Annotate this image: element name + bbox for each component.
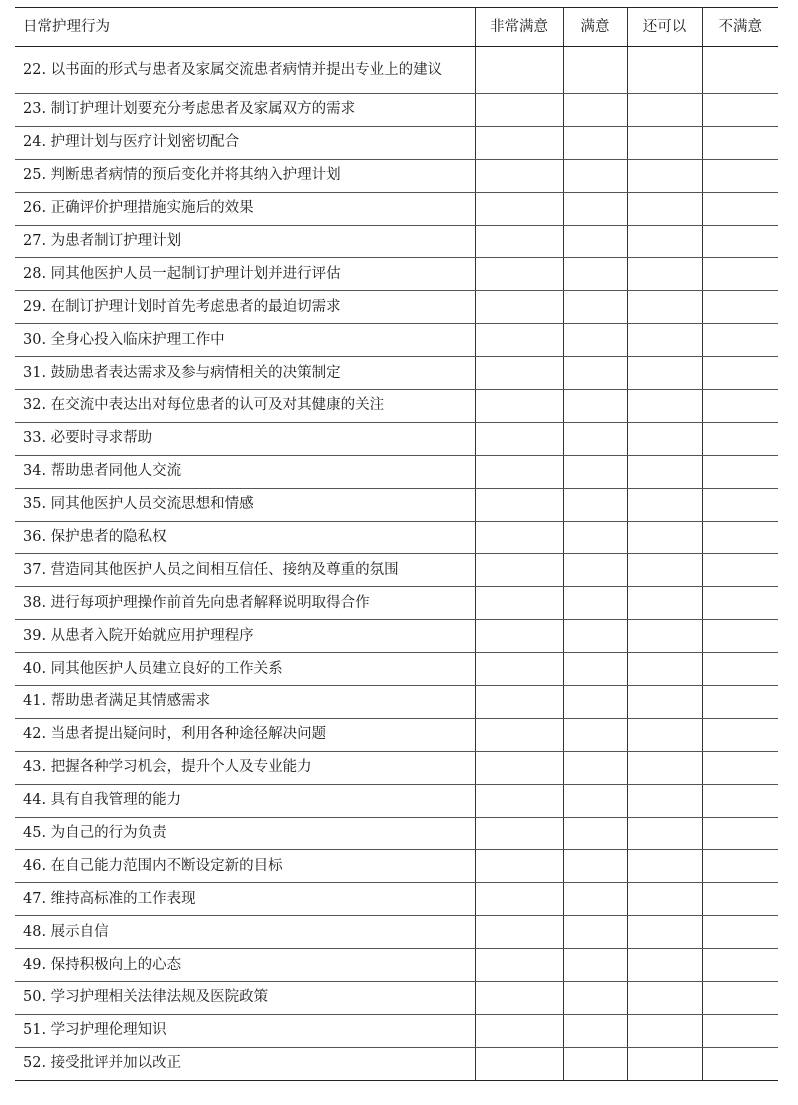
item-label: 36. 保护患者的隐私权 [15, 521, 475, 554]
rating-cell-dissatisfied[interactable] [702, 47, 778, 94]
rating-cell-very-satisfied[interactable] [475, 1047, 563, 1080]
rating-cell-dissatisfied[interactable] [702, 192, 778, 225]
rating-cell-satisfied[interactable] [563, 982, 627, 1015]
rating-cell-dissatisfied[interactable] [702, 258, 778, 291]
column-header-acceptable: 还可以 [627, 8, 702, 47]
table-row [15, 47, 778, 94]
item-label: 35. 同其他医护人员交流思想和情感 [15, 488, 475, 521]
rating-cell-very-satisfied[interactable] [475, 817, 563, 850]
item-label: 27. 为患者制订护理计划 [15, 225, 475, 258]
rating-cell-acceptable[interactable] [627, 94, 702, 127]
rating-cell-dissatisfied[interactable] [702, 488, 778, 521]
rating-cell-acceptable[interactable] [627, 718, 702, 751]
rating-cell-dissatisfied[interactable] [702, 94, 778, 127]
item-label: 24. 护理计划与医疗计划密切配合 [15, 126, 475, 159]
item-label: 51. 学习护理伦理知识 [15, 1014, 475, 1047]
item-label: 45. 为自己的行为负责 [15, 817, 475, 850]
rating-cell-very-satisfied[interactable] [475, 225, 563, 258]
rating-cell-very-satisfied[interactable] [475, 488, 563, 521]
rating-cell-acceptable[interactable] [627, 784, 702, 817]
rating-cell-dissatisfied[interactable] [702, 916, 778, 949]
rating-cell-very-satisfied[interactable] [475, 390, 563, 423]
rating-cell-very-satisfied[interactable] [475, 47, 563, 94]
rating-cell-very-satisfied[interactable] [475, 521, 563, 554]
rating-cell-dissatisfied[interactable] [702, 1014, 778, 1047]
rating-cell-very-satisfied[interactable] [475, 784, 563, 817]
rating-cell-dissatisfied[interactable] [702, 554, 778, 587]
rating-cell-satisfied[interactable] [563, 784, 627, 817]
table-row [15, 949, 778, 982]
survey-body [15, 47, 778, 1081]
table-row [15, 751, 778, 784]
table-row [15, 850, 778, 883]
rating-cell-satisfied[interactable] [563, 916, 627, 949]
item-label: 52. 接受批评并加以改正 [15, 1047, 475, 1080]
item-label: 23. 制订护理计划要充分考虑患者及家属双方的需求 [15, 94, 475, 127]
rating-cell-acceptable[interactable] [627, 225, 702, 258]
table-row [15, 225, 778, 258]
table-row [15, 94, 778, 127]
rating-cell-dissatisfied[interactable] [702, 850, 778, 883]
item-label: 50. 学习护理相关法律法规及医院政策 [15, 982, 475, 1015]
rating-cell-acceptable[interactable] [627, 390, 702, 423]
rating-cell-acceptable[interactable] [627, 982, 702, 1015]
table-row [15, 357, 778, 390]
rating-cell-dissatisfied[interactable] [702, 718, 778, 751]
rating-cell-dissatisfied[interactable] [702, 620, 778, 653]
rating-cell-satisfied[interactable] [563, 455, 627, 488]
rating-cell-satisfied[interactable] [563, 620, 627, 653]
rating-cell-very-satisfied[interactable] [475, 159, 563, 192]
rating-cell-very-satisfied[interactable] [475, 291, 563, 324]
table-row [15, 620, 778, 653]
column-header-satisfied: 满意 [563, 8, 627, 47]
rating-cell-very-satisfied[interactable] [475, 949, 563, 982]
rating-cell-acceptable[interactable] [627, 192, 702, 225]
rating-cell-satisfied[interactable] [563, 126, 627, 159]
rating-cell-acceptable[interactable] [627, 324, 702, 357]
rating-cell-acceptable[interactable] [627, 521, 702, 554]
rating-cell-dissatisfied[interactable] [702, 1047, 778, 1080]
rating-cell-acceptable[interactable] [627, 47, 702, 94]
rating-cell-dissatisfied[interactable] [702, 455, 778, 488]
item-label: 38. 进行每项护理操作前首先向患者解释说明取得合作 [15, 587, 475, 620]
rating-cell-satisfied[interactable] [563, 521, 627, 554]
rating-cell-dissatisfied[interactable] [702, 159, 778, 192]
rating-cell-very-satisfied[interactable] [475, 686, 563, 719]
rating-cell-satisfied[interactable] [563, 850, 627, 883]
item-label: 28. 同其他医护人员一起制订护理计划并进行评估 [15, 258, 475, 291]
item-label: 31. 鼓励患者表达需求及参与病情相关的决策制定 [15, 357, 475, 390]
rating-cell-satisfied[interactable] [563, 883, 627, 916]
rating-cell-very-satisfied[interactable] [475, 126, 563, 159]
rating-cell-acceptable[interactable] [627, 1047, 702, 1080]
rating-cell-very-satisfied[interactable] [475, 258, 563, 291]
table-row [15, 455, 778, 488]
item-label: 41. 帮助患者满足其情感需求 [15, 686, 475, 719]
rating-cell-very-satisfied[interactable] [475, 554, 563, 587]
rating-cell-satisfied[interactable] [563, 390, 627, 423]
item-label: 25. 判断患者病情的预后变化并将其纳入护理计划 [15, 159, 475, 192]
item-label: 48. 展示自信 [15, 916, 475, 949]
satisfaction-survey-table [15, 7, 778, 1081]
item-label: 34. 帮助患者同他人交流 [15, 455, 475, 488]
rating-cell-satisfied[interactable] [563, 751, 627, 784]
table-row [15, 422, 778, 455]
rating-cell-very-satisfied[interactable] [475, 751, 563, 784]
rating-cell-dissatisfied[interactable] [702, 817, 778, 850]
rating-cell-dissatisfied[interactable] [702, 126, 778, 159]
table-row [15, 192, 778, 225]
item-label: 22. 以书面的形式与患者及家属交流患者病情并提出专业上的建议 [15, 47, 475, 94]
rating-cell-acceptable[interactable] [627, 850, 702, 883]
item-label: 42. 当患者提出疑问时，利用各种途径解决问题 [15, 718, 475, 751]
table-row [15, 817, 778, 850]
item-label: 47. 维持高标准的工作表现 [15, 883, 475, 916]
rating-cell-very-satisfied[interactable] [475, 422, 563, 455]
table-row [15, 291, 778, 324]
rating-cell-very-satisfied[interactable] [475, 982, 563, 1015]
rating-cell-acceptable[interactable] [627, 258, 702, 291]
rating-cell-acceptable[interactable] [627, 159, 702, 192]
rating-cell-acceptable[interactable] [627, 751, 702, 784]
rating-cell-dissatisfied[interactable] [702, 587, 778, 620]
rating-cell-acceptable[interactable] [627, 620, 702, 653]
rating-cell-acceptable[interactable] [627, 916, 702, 949]
rating-cell-dissatisfied[interactable] [702, 324, 778, 357]
rating-cell-satisfied[interactable] [563, 225, 627, 258]
rating-cell-dissatisfied[interactable] [702, 751, 778, 784]
rating-cell-satisfied[interactable] [563, 1047, 627, 1080]
rating-cell-acceptable[interactable] [627, 817, 702, 850]
rating-cell-very-satisfied[interactable] [475, 192, 563, 225]
rating-cell-satisfied[interactable] [563, 817, 627, 850]
item-label: 46. 在自己能力范围内不断设定新的目标 [15, 850, 475, 883]
column-header-very-satisfied: 非常满意 [475, 8, 563, 47]
table-row [15, 982, 778, 1015]
rating-cell-very-satisfied[interactable] [475, 94, 563, 127]
table-row [15, 159, 778, 192]
table-row [15, 521, 778, 554]
item-label: 44. 具有自我管理的能力 [15, 784, 475, 817]
table-row [15, 554, 778, 587]
rating-cell-satisfied[interactable] [563, 47, 627, 94]
rating-cell-dissatisfied[interactable] [702, 949, 778, 982]
item-label: 37. 营造同其他医护人员之间相互信任、接纳及尊重的氛围 [15, 554, 475, 587]
rating-cell-very-satisfied[interactable] [475, 357, 563, 390]
item-label: 49. 保持积极向上的心态 [15, 949, 475, 982]
header-row [15, 8, 778, 47]
column-header-dissatisfied: 不满意 [702, 8, 778, 47]
rating-cell-very-satisfied[interactable] [475, 1014, 563, 1047]
table-row [15, 488, 778, 521]
item-label: 26. 正确评价护理措施实施后的效果 [15, 192, 475, 225]
rating-cell-satisfied[interactable] [563, 94, 627, 127]
rating-cell-acceptable[interactable] [627, 554, 702, 587]
rating-cell-acceptable[interactable] [627, 422, 702, 455]
rating-cell-dissatisfied[interactable] [702, 225, 778, 258]
rating-cell-acceptable[interactable] [627, 653, 702, 686]
rating-cell-dissatisfied[interactable] [702, 291, 778, 324]
rating-cell-acceptable[interactable] [627, 1014, 702, 1047]
column-header-item: 日常护理行为 [15, 8, 475, 47]
rating-cell-satisfied[interactable] [563, 324, 627, 357]
rating-cell-satisfied[interactable] [563, 718, 627, 751]
table-row [15, 1014, 778, 1047]
table-row [15, 1047, 778, 1080]
rating-cell-very-satisfied[interactable] [475, 850, 563, 883]
rating-cell-satisfied[interactable] [563, 653, 627, 686]
table-row [15, 390, 778, 423]
rating-cell-dissatisfied[interactable] [702, 653, 778, 686]
rating-cell-acceptable[interactable] [627, 488, 702, 521]
table-row [15, 587, 778, 620]
rating-cell-very-satisfied[interactable] [475, 620, 563, 653]
rating-cell-acceptable[interactable] [627, 686, 702, 719]
rating-cell-satisfied[interactable] [563, 192, 627, 225]
rating-cell-very-satisfied[interactable] [475, 587, 563, 620]
rating-cell-acceptable[interactable] [627, 455, 702, 488]
rating-cell-dissatisfied[interactable] [702, 982, 778, 1015]
table-row [15, 653, 778, 686]
rating-cell-dissatisfied[interactable] [702, 422, 778, 455]
item-label: 29. 在制订护理计划时首先考虑患者的最迫切需求 [15, 291, 475, 324]
rating-cell-satisfied[interactable] [563, 686, 627, 719]
rating-cell-satisfied[interactable] [563, 159, 627, 192]
rating-cell-acceptable[interactable] [627, 126, 702, 159]
rating-cell-acceptable[interactable] [627, 587, 702, 620]
rating-cell-acceptable[interactable] [627, 357, 702, 390]
rating-cell-dissatisfied[interactable] [702, 390, 778, 423]
rating-cell-satisfied[interactable] [563, 554, 627, 587]
rating-cell-very-satisfied[interactable] [475, 718, 563, 751]
rating-cell-dissatisfied[interactable] [702, 357, 778, 390]
rating-cell-dissatisfied[interactable] [702, 686, 778, 719]
item-label: 40. 同其他医护人员建立良好的工作关系 [15, 653, 475, 686]
rating-cell-satisfied[interactable] [563, 422, 627, 455]
rating-cell-satisfied[interactable] [563, 357, 627, 390]
rating-cell-very-satisfied[interactable] [475, 324, 563, 357]
rating-cell-very-satisfied[interactable] [475, 883, 563, 916]
item-label: 43. 把握各种学习机会，提升个人及专业能力 [15, 751, 475, 784]
rating-cell-dissatisfied[interactable] [702, 521, 778, 554]
table-row [15, 258, 778, 291]
table-row [15, 784, 778, 817]
rating-cell-dissatisfied[interactable] [702, 784, 778, 817]
rating-cell-satisfied[interactable] [563, 291, 627, 324]
rating-cell-acceptable[interactable] [627, 883, 702, 916]
table-row [15, 324, 778, 357]
rating-cell-very-satisfied[interactable] [475, 455, 563, 488]
rating-cell-acceptable[interactable] [627, 949, 702, 982]
item-label: 39. 从患者入院开始就应用护理程序 [15, 620, 475, 653]
rating-cell-satisfied[interactable] [563, 587, 627, 620]
item-label: 32. 在交流中表达出对每位患者的认可及对其健康的关注 [15, 390, 475, 423]
rating-cell-satisfied[interactable] [563, 1014, 627, 1047]
table-row [15, 718, 778, 751]
rating-cell-very-satisfied[interactable] [475, 916, 563, 949]
rating-cell-acceptable[interactable] [627, 291, 702, 324]
rating-cell-satisfied[interactable] [563, 949, 627, 982]
rating-cell-dissatisfied[interactable] [702, 883, 778, 916]
rating-cell-satisfied[interactable] [563, 488, 627, 521]
table-row [15, 126, 778, 159]
item-label: 33. 必要时寻求帮助 [15, 422, 475, 455]
rating-cell-very-satisfied[interactable] [475, 653, 563, 686]
rating-cell-satisfied[interactable] [563, 258, 627, 291]
table-row [15, 686, 778, 719]
item-label: 30. 全身心投入临床护理工作中 [15, 324, 475, 357]
table-row [15, 883, 778, 916]
table-row [15, 916, 778, 949]
